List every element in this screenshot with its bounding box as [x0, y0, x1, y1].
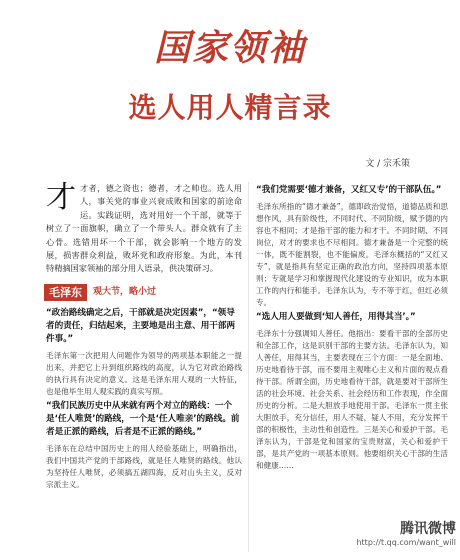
body-right-1: 毛泽东所指的“德才兼备”，德即政治觉悟，道德品质和思想作风，具有阶级性，不同时代、不同阶级，赋予德的内容也不相同；才是指干部的能力和才干。不同时期、不同岗位，对才的要求也不尽相同。德才兼备是一个完整的统一体，既不能割裂，也不能偏废。毛泽东概括的“又红又专”，就是指具有坚定正确的政治方向，坚持四项基本原则；专就是学习和掌握现代化建设的专业知识，成为本职工作的内行和能手。毛泽东认为，专不等于红，但红必须专。 — [256, 202, 448, 307]
section-subtitle: 观大节，略小过 — [93, 286, 157, 297]
quote-right-2: “选人用人要做到‘知人善任，用得其当’。” — [256, 312, 416, 322]
watermark — [356, 522, 456, 550]
right-column — [256, 182, 448, 474]
body-left-2: 毛泽东在总结中国历史上的用人经验基础上，明确指出，我们中国共产党的干部路线，就是任人唯贤的路线。他认为坚持任人唯贤，必须搞五湖四海，反对山头主义，反对宗派主义。 — [46, 444, 242, 490]
section-heading — [44, 284, 242, 301]
quote-left-2: “我们民族历史中从来就有两个对立的路线：一个是‘任人唯贤’的路线，一个是‘任人唯亲’的路线。前者是正派的路线，后者是不正派的路线。” — [46, 401, 240, 438]
body-right-2: 毛泽东十分强调知人善任。他指出：要看干部的全部历史和全部工作，这是识别干部的主要方法。毛泽东认为，知人善任，用得其当，主要表现在三个方面：一是全面地、历史地看待干部，而不要用主观唯心主义和片面的观点看待干部。所谓全面，历史地看待干部，就是要对干部所生活的社会环境、社会关系、社会经历和工作表现，作全面历史的分析。二是大胆放手地使用干部。毛泽东一贯主张大胆放手，充分信任，用人不疑，疑人不用，充分发挥干部的积极性，主动性和创造性。三是关心和爱护干部。毛泽东认为，干部是党和国家的宝贵财富，关心和爱护干部，是共产党的一项基本原则。他要组织关心干部的生活和健康…… — [256, 329, 448, 470]
intro-text: 才者，德之资也；德者，才之帅也。选人用人，事关党的事业兴衰成败和国家的前途命运。实践证明，选对用好一个干部，就等于树立了一面旗帜，确立了一个带头人。群众就有了主心骨。选错用坏一个干部，就会影响一个地方的发展，损害群众利益，败坏党和政府形象。为此，本刊特精摘国家领袖的部分用人语录，供决策研习。 — [46, 183, 242, 274]
left-column — [46, 182, 242, 493]
watermark-url: http://t.qq.com/want_will — [356, 538, 456, 547]
body-left-1: 毛泽东第一次把用人问题作为领导的两项基本职能之一提出来，并把它上升到组织路线的高度，认为它对政治路线的执行具有决定的意义。这是毛泽东用人观的一大特征，也是他毕生用人观实践的真实写照。 — [46, 351, 242, 397]
section-name-badge: 毛泽东 — [44, 284, 87, 301]
page-title: 国家领袖 — [153, 27, 306, 69]
quote-left-1: “政治路线确定之后，干部就是决定因素”，“领导者的责任，归结起来，主要地是出主意、用干部两件事。” — [46, 308, 236, 345]
watermark-brand: 腾讯微博 — [400, 521, 456, 537]
page-subtitle: 选人用人精言录 — [128, 91, 332, 124]
column-divider — [248, 182, 249, 552]
dropcap: 才 — [46, 180, 76, 215]
intro-paragraph — [46, 182, 242, 276]
author-line: 文 / 宗禾策 — [365, 159, 410, 169]
quote-right-1: “我们党需要‘德才兼备，又红又专’的干部队伍。” — [256, 185, 442, 195]
